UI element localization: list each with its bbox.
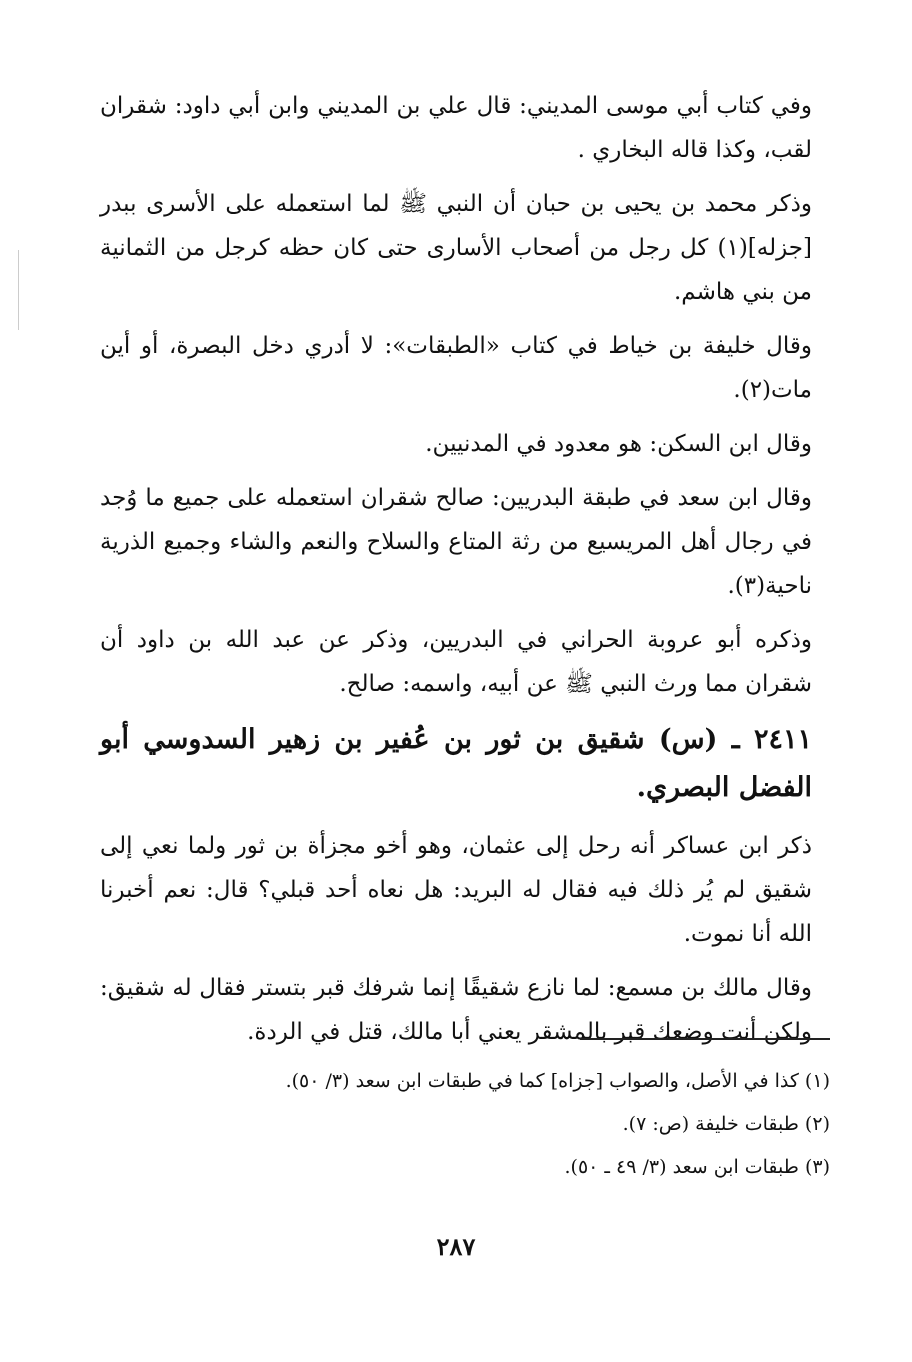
- paragraph-ibn-sakan: وقال ابن السكن: هو معدود في المدنيين.: [425, 431, 812, 457]
- scan-edge-mark: [18, 250, 19, 330]
- paragraph-khalifa: وقال خليفة بن خياط في كتاب «الطبقات»: لا أدري دخل البصرة، أو أين مات(٢).: [100, 333, 812, 403]
- footnotes: [100, 1060, 830, 1189]
- main-text: [100, 84, 812, 1064]
- entry-heading: ٢٤١١ ـ (س) شقيق بن ثور بن عُفير بن زهير السدوسي أبو الفضل البصري.: [100, 724, 812, 803]
- footnote-2: (٢) طبقات خليفة (ص: ٧).: [622, 1113, 830, 1135]
- footnote-1: (١) كذا في الأصل، والصواب [جزاه] كما في طبقات ابن سعد (٣/ ٥٠).: [285, 1070, 830, 1092]
- paragraph-ibn-asakir: ذكر ابن عساكر أنه رحل إلى عثمان، وهو أخو مجزأة بن ثور ولما نعي إلى شقيق لم يُر ذلك فيه فقال له البريد: هل نعاه أحد قبلي؟ قال: نعم أخبرنا الله أنا نموت.: [100, 833, 812, 947]
- footnote-3: (٣) طبقات ابن سعد (٣/ ٤٩ ـ ٥٠).: [564, 1156, 830, 1178]
- paragraph-ibn-hibban: وذكر محمد بن يحيى بن حبان أن النبي ﷺ لما استعمله على الأسرى ببدر [جزله](١) كل رجل من أصحاب الأسارى حتى كان حظه كرجل من الثمانية من بني هاشم.: [100, 191, 812, 305]
- paragraph-malik-bin-misma: وقال مالك بن مسمع: لما نازع شقيقًا إنما شرفك قبر بتستر فقال له شقيق: ولكن أنت وضعك قبر بالمشقر يعني أبا مالك، قتل في الردة.: [100, 975, 812, 1045]
- footnote-divider: [580, 1038, 830, 1040]
- paragraph-abu-musa: وفي كتاب أبي موسى المديني: قال علي بن المديني وابن أبي داود: شقران لقب، وكذا قاله البخاري .: [100, 93, 812, 163]
- paragraph-abu-aruba: وذكره أبو عروبة الحراني في البدريين، وذكر عن عبد الله بن داود أن شقران مما ورث النبي ﷺ عن أبيه، واسمه: صالح.: [100, 627, 812, 697]
- paragraph-ibn-saad: وقال ابن سعد في طبقة البدريين: صالح شقران استعمله على جميع ما وُجد في رجال أهل المريسيع من رثة المتاع والسلاح والنعم والشاء وجميع الذرية ناحية(٣).: [100, 485, 812, 599]
- page-number: ٢٨٧: [436, 1232, 476, 1261]
